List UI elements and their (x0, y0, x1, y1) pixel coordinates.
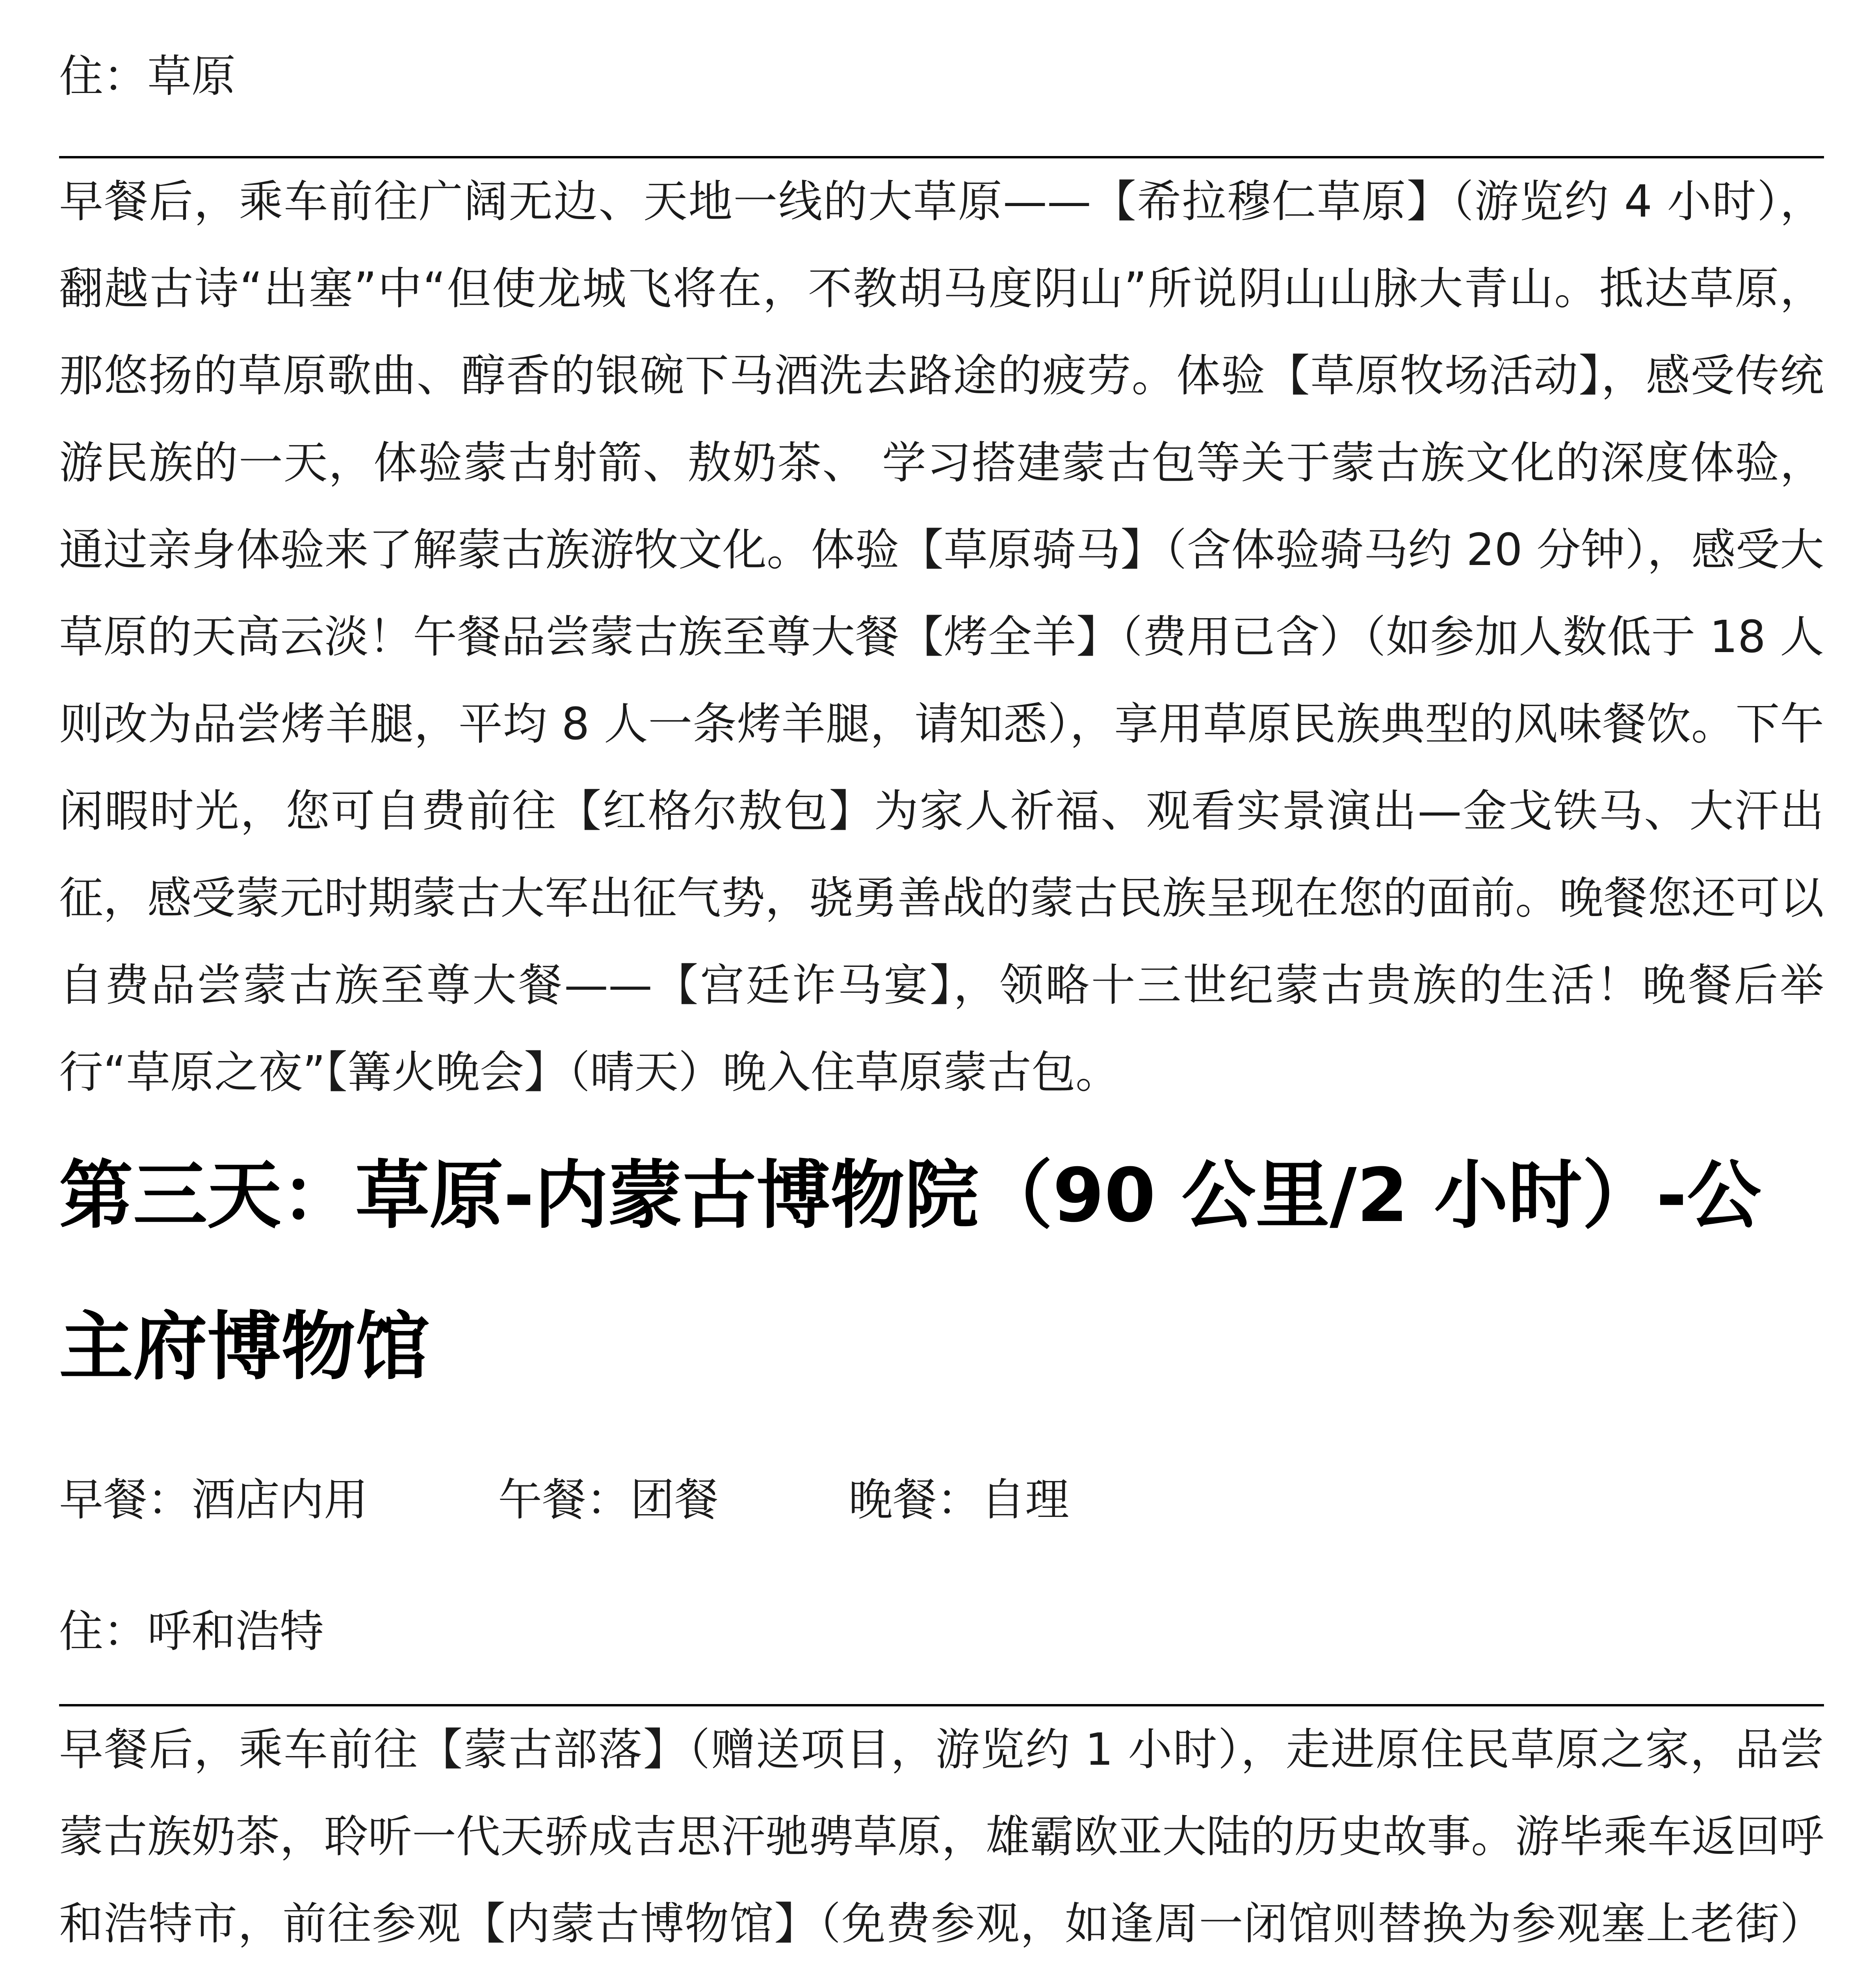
day3-title: 第三天：草原-内蒙古博物院（90 公里/2 小时）-公主府博物馆 (59, 1152, 1761, 1390)
itinerary-page (59, 0, 1824, 1970)
day3-lodging: 住：呼和浩特 (59, 1606, 324, 1657)
day3-breakfast: 早餐：酒店内用 (59, 1474, 368, 1526)
day3-description: 早餐后，乘车前往【蒙古部落】（赠送项目，游览约 1 小时），走进原住民草原之家，品尝蒙古族奶茶，聆听一代天骄成吉思汗驰骋草原，雄霸欧亚大陆的历史故事。游毕乘车返回呼和浩特市，前往参观【内蒙古博物馆】（免费参观，如逢周一闭馆则替换为参观塞上老街） (59, 1724, 1824, 1950)
day2-lodging: 住：草原 (59, 51, 236, 102)
day3-meals (59, 1474, 1824, 1526)
day3-lunch: 午餐：团餐 (498, 1474, 719, 1526)
day3-dinner: 晚餐：自理 (849, 1474, 1069, 1526)
day2-description: 早餐后，乘车前往广阔无边、天地一线的大草原——【希拉穆仁草原】（游览约 4 小时），翻越古诗“出塞”中“但使龙城飞将在，不教胡马度阴山”所说阴山山脉大青山。抵达草原，那悠扬的草原歌曲、醇香的银碗下马酒洗去路途的疲劳。体验【草原牧场活动】，感受传统游民族的一天，体验蒙古射箭、敖奶茶、 学习搭建蒙古包等关于蒙古族文化的深度体验，通过亲身体验来了解蒙古族游牧文化。体验【草原骑马】（含体验骑马约 20 分钟），感受大草原的天高云淡！午餐品尝蒙古族至尊大餐【烤全羊】（费用已含）（如参加人数低于 18 人则改为品尝烤羊腿，平均 8 人一条烤羊腿，请知悉），享用草原民族典型的风味餐饮。下午闲暇时光，您可自费前往【红格尔敖包】为家人祈福、观看实景演出—金戈铁马、大汗出征，感受蒙元时期蒙古大军出征气势，骁勇善战的蒙古民族呈现在您的面前。晚餐您还可以自费品尝蒙古族至尊大餐——【宫廷诈马宴】，领略十三世纪蒙古贵族的生活！晚餐后举行“草原之夜”【篝火晚会】（晴天）晚入住草原蒙古包。 (59, 176, 1824, 1098)
